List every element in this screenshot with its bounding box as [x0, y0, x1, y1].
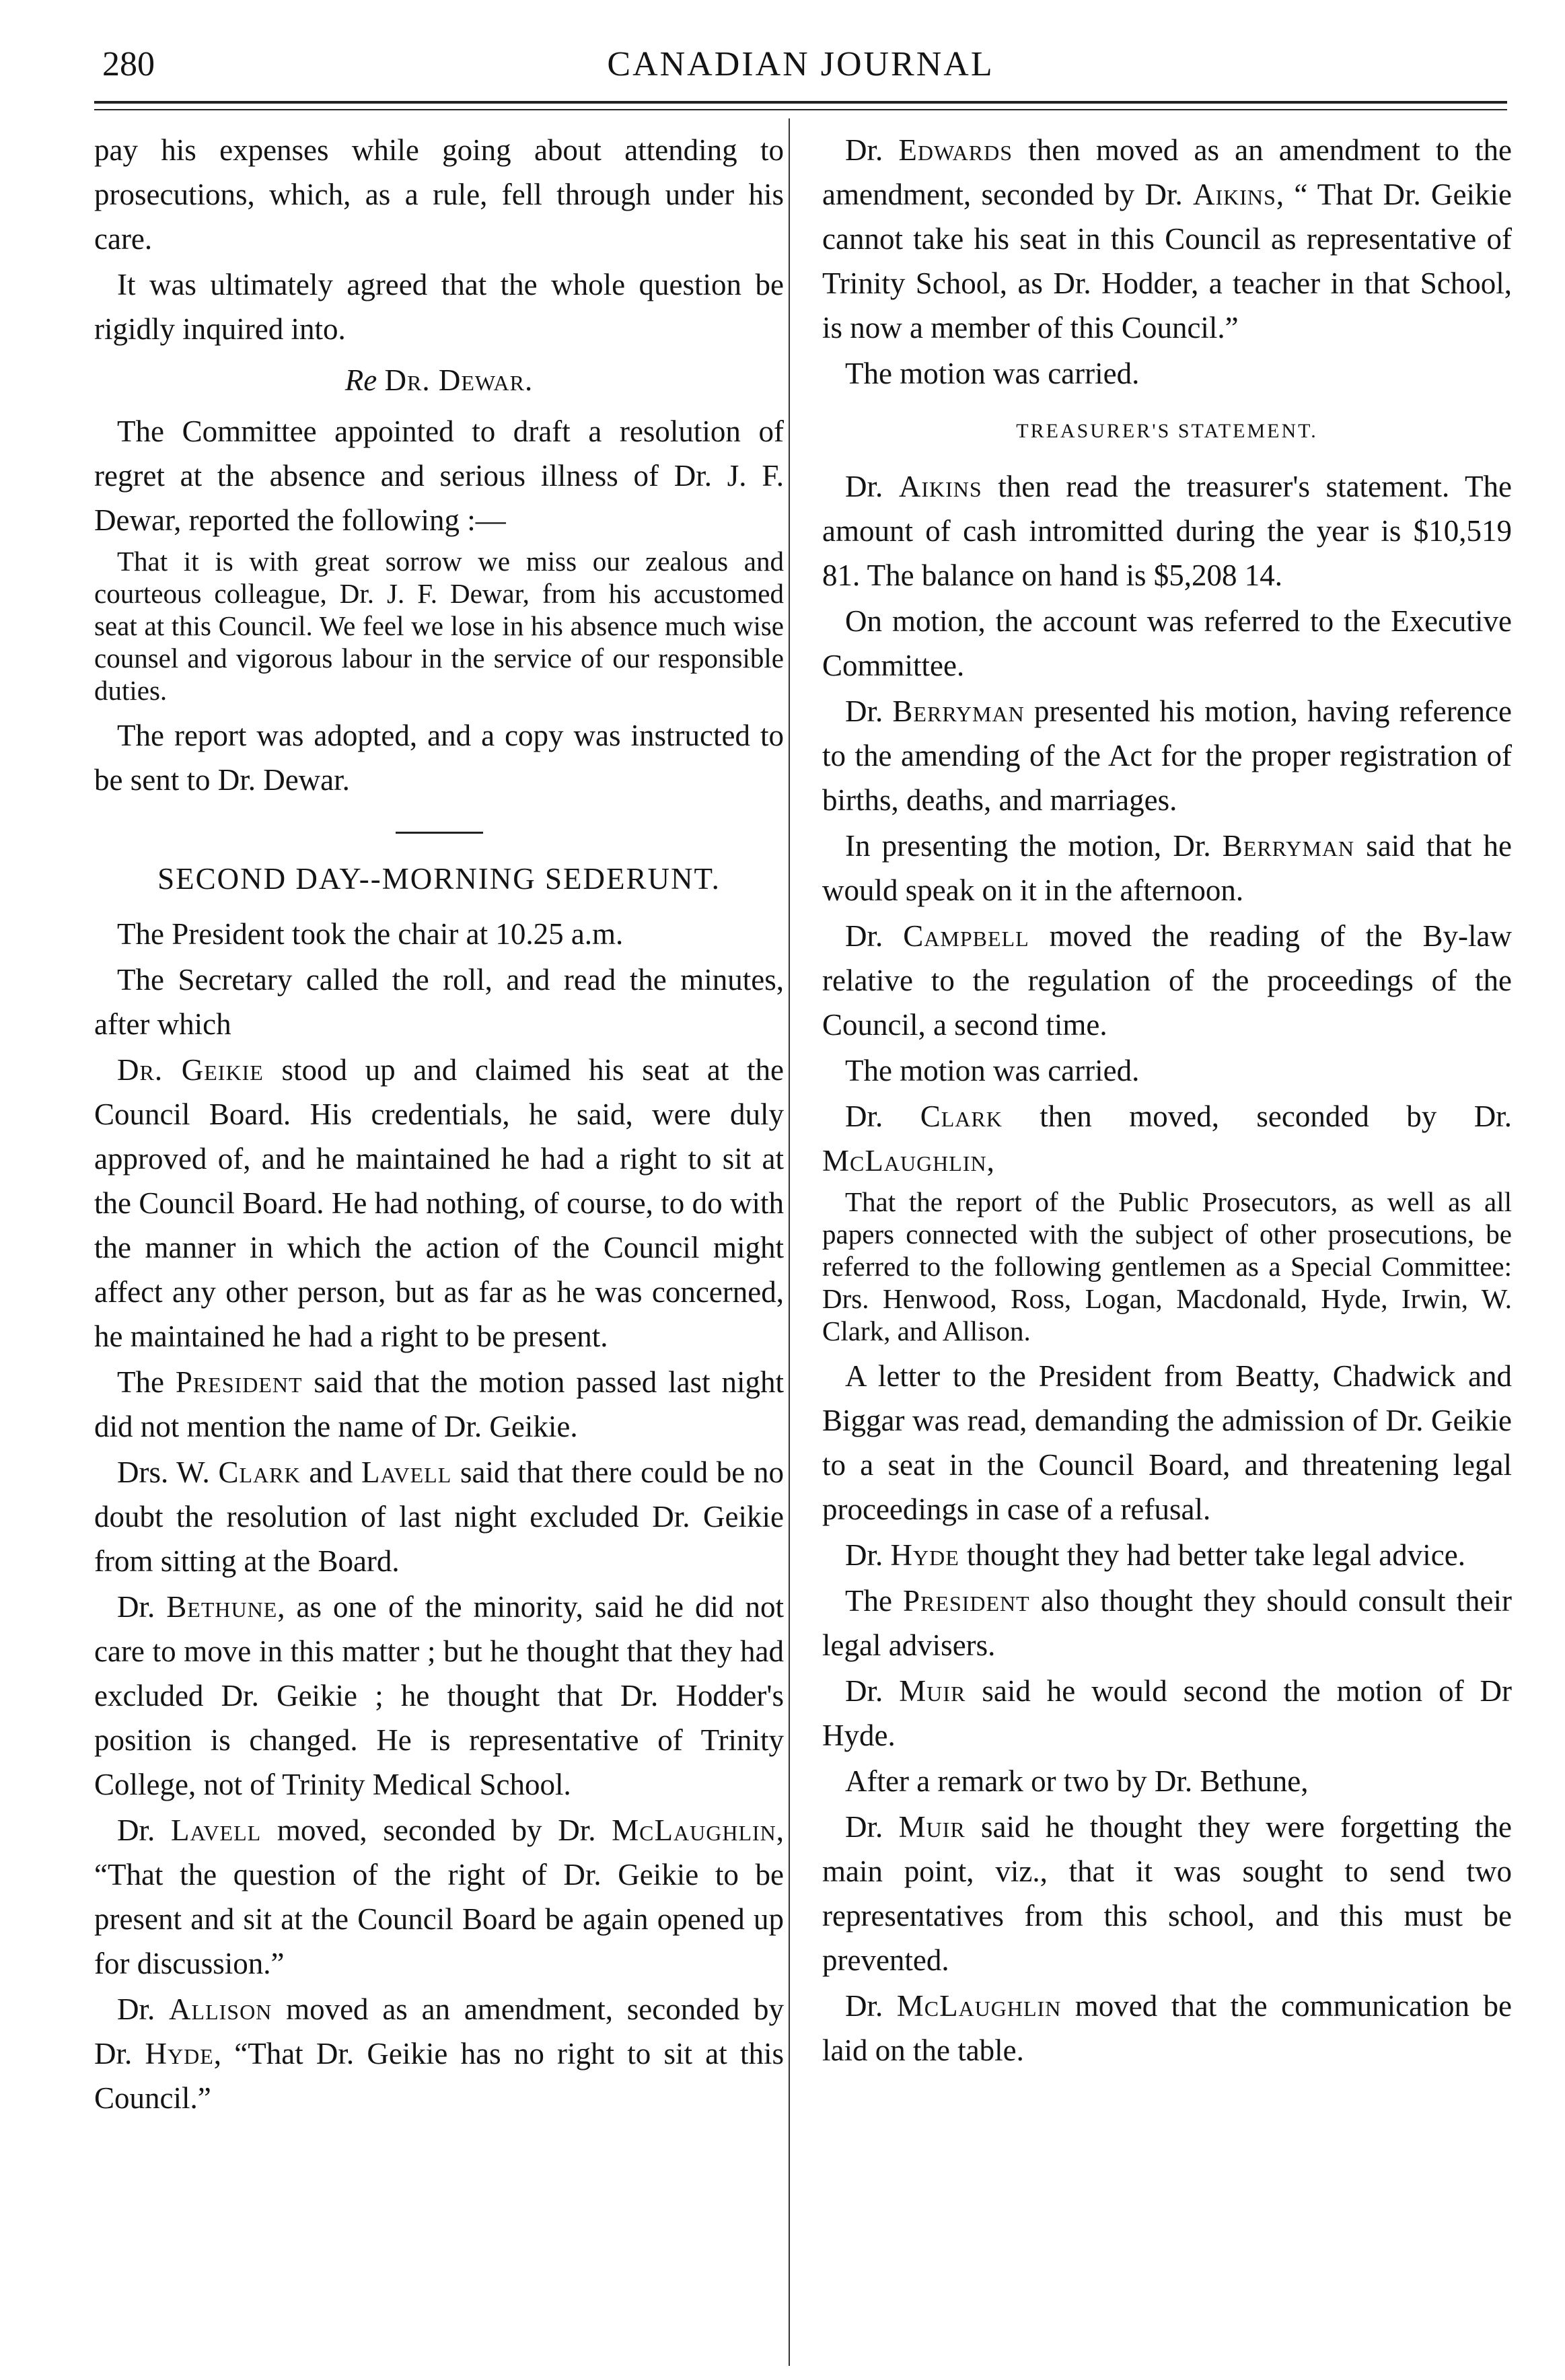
- paragraph-text: Dr.: [845, 470, 899, 503]
- paragraph-text: said he would second the motion of Dr Hyde.: [822, 1674, 1513, 1752]
- paragraph-text: Dr.: [845, 1989, 897, 2023]
- paragraph: [822, 1669, 1512, 1758]
- speaker-name: McLaughlin: [612, 1813, 776, 1847]
- section-rule: [396, 832, 483, 834]
- speaker-name: Berryman: [1222, 829, 1355, 863]
- paragraph-text: , “That Dr. Geikie has no right to sit at this Council.”: [94, 2037, 785, 2115]
- paragraph: The Committee appointed to draft a resolution of regret at the absence and serious illness of Dr. J. F. Dewar, reported the following :—: [94, 414, 784, 537]
- paragraph: It was ultimately agreed that the whole question be rigidly inquired into.: [94, 268, 784, 346]
- paragraph-text: Dr.: [117, 1590, 167, 1624]
- paragraph-text: The: [117, 1365, 176, 1399]
- subheading-name: Dr. Dewar.: [384, 363, 534, 397]
- speaker-name: Lavell: [361, 1455, 452, 1489]
- speaker-name: Berryman: [892, 694, 1025, 728]
- paragraph: [822, 128, 1512, 350]
- subheading-re: Re: [344, 363, 377, 397]
- paragraph-text: moved as an amendment, seconded by Dr.: [94, 1992, 785, 2070]
- speaker-name: President: [175, 1365, 303, 1399]
- paragraph-text: Dr.: [845, 1099, 920, 1133]
- paragraph-text: Dr.: [845, 1810, 899, 1844]
- left-column: [94, 128, 784, 2122]
- speaker-name: Clark: [920, 1099, 1003, 1133]
- speaker-name: Allison: [169, 1992, 272, 2026]
- paragraph: The report was adopted, and a copy was instructed to be sent to Dr. Dewar.: [94, 719, 784, 797]
- paragraph: [94, 1450, 784, 1583]
- paragraph-text: and: [300, 1455, 362, 1489]
- paragraph-text: Dr.: [845, 694, 893, 728]
- paragraph: [94, 1987, 784, 2120]
- committee-quote: That the report of the Public Prosecutors, as well as all papers connected with the subject of other prosecutions, be referred to the following gentlemen as a Special Committee: Drs. Henwood, Ross, Logan, Macdonald, Hyde, Irwin, W. Clark, and Allison.: [822, 1186, 1512, 1346]
- paragraph-text: also thought they should consult their legal advisers.: [822, 1584, 1513, 1662]
- paragraph-text: Dr.: [845, 919, 904, 953]
- paragraph: The President took the chair at 10.25 a.m.: [117, 917, 624, 951]
- speaker-name: Dr. Geikie: [117, 1053, 264, 1087]
- treasurer-heading: TREASURER'S STATEMENT.: [1016, 420, 1318, 442]
- speaker-name: Muir: [899, 1674, 966, 1708]
- paragraph: [94, 1808, 784, 1986]
- speaker-name: Campbell: [903, 919, 1029, 953]
- paragraph: After a remark or two by Dr. Bethune,: [845, 1764, 1309, 1798]
- paragraph: [94, 1360, 784, 1449]
- paragraph: A letter to the President from Beatty, Chadwick and Biggar was read, demanding the admission of Dr. Geikie to a seat in the Council Board, and threatening legal proceedings in case of a refusal.: [822, 1359, 1512, 1526]
- paragraph-text: ,: [986, 1144, 994, 1178]
- paragraph: [822, 1094, 1512, 1183]
- paragraph: pay his expenses while going about attending to prosecutions, which, as a rule, fell through under his care.: [94, 133, 784, 256]
- paragraph: [822, 1579, 1512, 1667]
- speaker-name: Bethune: [166, 1590, 278, 1624]
- header-rule-thin: [94, 109, 1507, 110]
- paragraph-text: thought they had better take legal advice.: [959, 1538, 1465, 1572]
- paragraph-text: , “That the question of the right of Dr. Geikie to be present and sit at the Council Board be again opened up for discussion.”: [94, 1813, 784, 1980]
- speaker-name: Hyde: [145, 2037, 214, 2070]
- paragraph: [94, 1585, 784, 1807]
- paragraph-text: said that he would speak on it in the afternoon.: [822, 829, 1512, 907]
- paragraph-text: then moved as an amendment to the amendment, seconded by Dr.: [822, 133, 1512, 211]
- paragraph: [822, 689, 1512, 822]
- paragraph-text: moved the reading of the By-law relative to the regulation of the proceedings of the Council, a second time.: [822, 919, 1512, 1042]
- paragraph-text: moved that the communication be laid on the table.: [822, 1989, 1512, 2067]
- speaker-name: Hyde: [890, 1538, 959, 1572]
- speaker-name: President: [903, 1584, 1030, 1618]
- paragraph-text: said he thought they were forgetting the main point, viz., that it was sought to send two representatives from this school, and this must be prevented.: [822, 1810, 1513, 1977]
- speaker-name: Lavell: [170, 1813, 262, 1847]
- paragraph: The Secretary called the roll, and read the minutes, after which: [94, 963, 784, 1041]
- paragraph-text: Dr.: [117, 1992, 170, 2026]
- paragraph: [822, 464, 1512, 598]
- column-divider: [789, 118, 790, 2366]
- resolution-quote: That it is with great sorrow we miss our zealous and courteous colleague, Dr. J. F. Dewar, from his accustomed seat at this Council. We feel we lose in his absence much wise counsel and vigorous labour in the service of our responsible duties.: [94, 546, 784, 706]
- paragraph: The motion was carried.: [845, 357, 1140, 390]
- paragraph: [822, 1805, 1512, 1982]
- page-header: [94, 39, 1507, 100]
- paragraph: [822, 1533, 1512, 1577]
- right-column: [822, 128, 1512, 2074]
- paragraph-text: The: [845, 1584, 904, 1618]
- paragraph-text: Dr.: [845, 1674, 900, 1708]
- paragraph: The motion was carried.: [845, 1054, 1140, 1087]
- paragraph-text: then moved, seconded by Dr.: [1002, 1099, 1513, 1133]
- speaker-name: Aikins: [1192, 178, 1276, 211]
- paragraph: [822, 1984, 1512, 2072]
- running-title: CANADIAN JOURNAL: [607, 45, 994, 83]
- paragraph-text: , as one of the minority, said he did not care to move in this matter ; but he thought that they had excluded Dr. Geikie ; he thought that Dr. Hodder's position is changed. He is representative of Trinity College, not of Trinity Medical School.: [94, 1590, 784, 1801]
- paragraph: [822, 914, 1512, 1047]
- speaker-name: McLaughlin: [896, 1989, 1062, 2023]
- section-heading: SECOND DAY--MORNING SEDERUNT.: [157, 862, 721, 896]
- speaker-name: Muir: [898, 1810, 966, 1844]
- speaker-name: Aikins: [898, 470, 982, 503]
- speaker-name: Clark: [218, 1455, 301, 1489]
- paragraph-text: said that the motion passed last night did not mention the name of Dr. Geikie.: [94, 1365, 784, 1443]
- paragraph-text: then read the treasurer's statement. The amount of cash intromitted during the year is $10,519 81. The balance on hand is $5,208 14.: [822, 470, 1513, 592]
- paragraph-text: presented his motion, having reference to the amending of the Act for the proper registration of births, deaths, and marriages.: [822, 694, 1512, 817]
- paragraph: [822, 824, 1512, 912]
- speaker-name: Edwards: [898, 133, 1013, 167]
- paragraph-text: said that there could be no doubt the resolution of last night excluded Dr. Geikie from sitting at the Board.: [94, 1455, 784, 1578]
- paragraph-text: stood up and claimed his seat at the Council Board. His credentials, he said, were duly approved of, and he maintained he had a right to sit at the Council Board. He had nothing, of course, to do with the manner in which the action of the Council might affect any other person, but as far as he was concerned, he maintained he had a right to be present.: [94, 1053, 784, 1353]
- paragraph-text: Dr.: [117, 1813, 171, 1847]
- paragraph: [94, 1048, 784, 1359]
- subheading-re-dewar: [94, 358, 784, 402]
- page-number: 280: [102, 45, 155, 83]
- paragraph-text: Dr.: [845, 133, 899, 167]
- paragraph-text: , “ That Dr. Geikie cannot take his seat in this Council as representative of Trinity School, as Dr. Hodder, a teacher in that School, is now a member of this Council.”: [822, 178, 1513, 345]
- paragraph-text: Dr.: [845, 1538, 891, 1572]
- paragraph: On motion, the account was referred to the Executive Committee.: [822, 604, 1512, 682]
- speaker-name: McLaughlin: [822, 1144, 987, 1178]
- paragraph-text: Drs. W.: [117, 1455, 219, 1489]
- paragraph-text: In presenting the motion, Dr.: [845, 829, 1223, 863]
- paragraph-text: moved, seconded by Dr.: [261, 1813, 612, 1847]
- header-rule-thick: [94, 101, 1507, 104]
